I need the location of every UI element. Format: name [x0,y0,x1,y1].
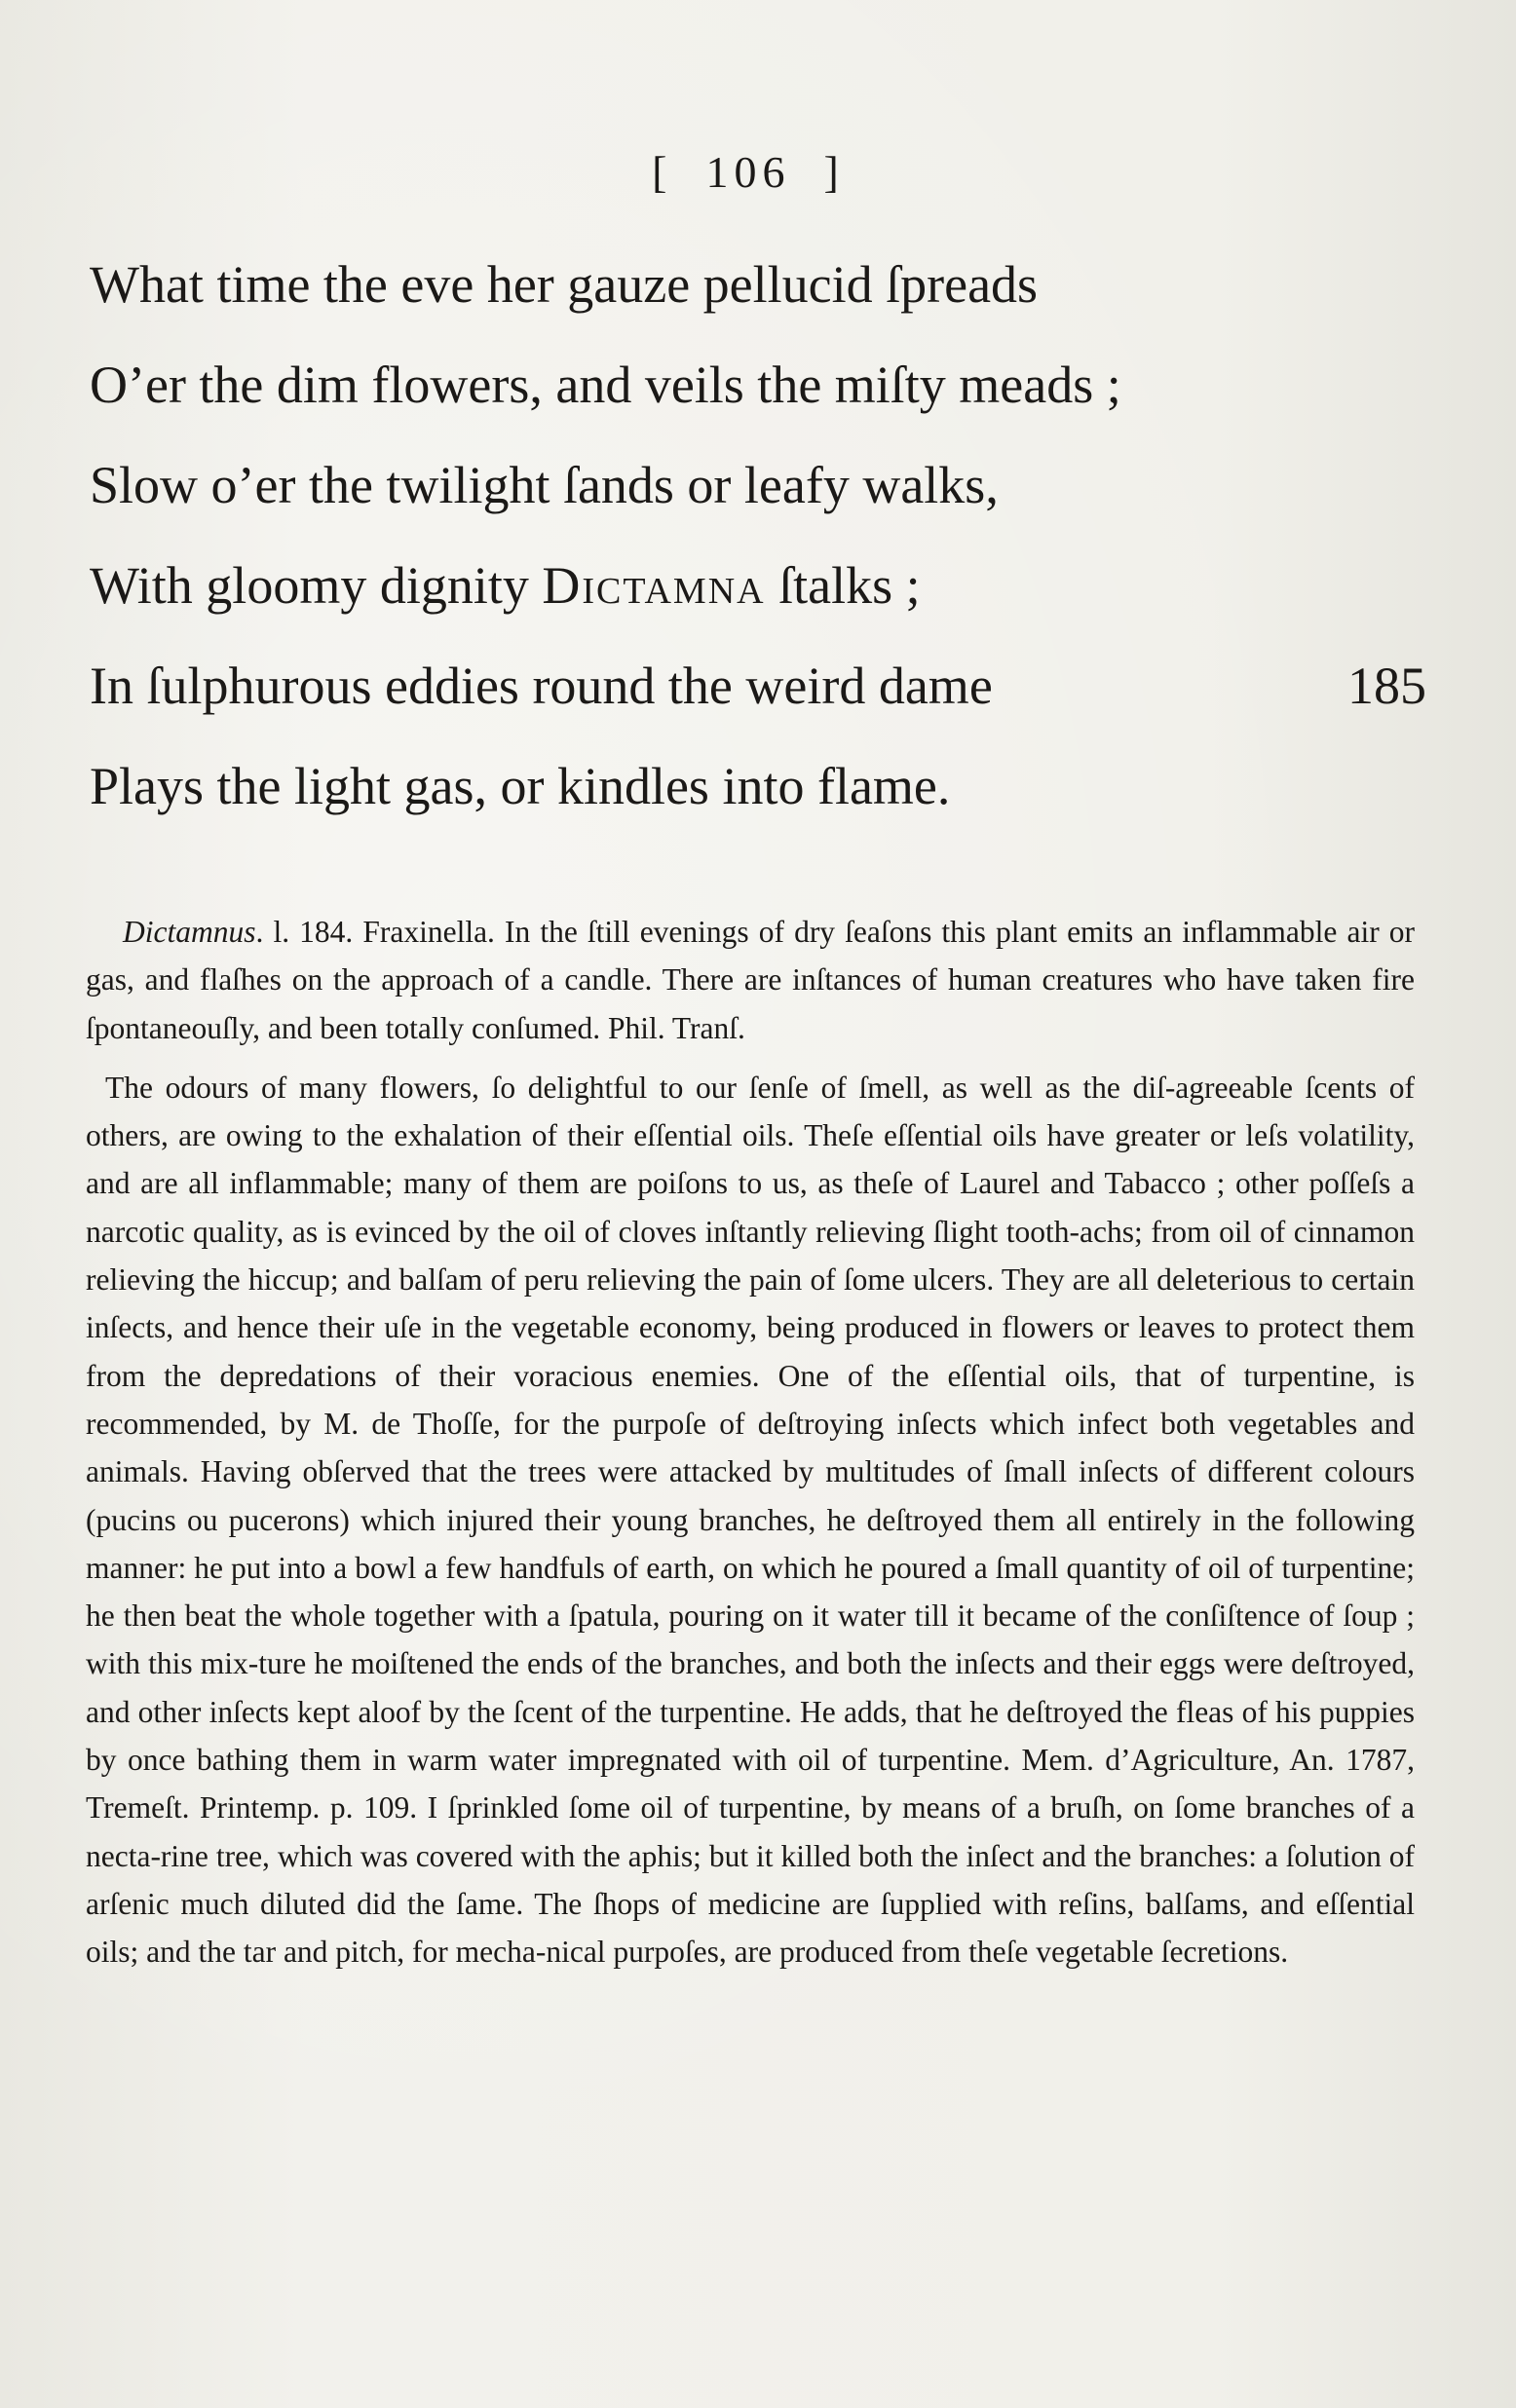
footnote-body: . l. 184. Fraxinella. In the ſtill evenings of dry ſeaſons this plant emits an inflammable air or gas, and flaſhes on the approach of a candle. There are inſtances of human creatures who have taken fire ſpontaneouſly, and been totally conſumed. Phil. Tranſ. [86,915,1415,1045]
footnotes [86,908,1415,1976]
verse-line [90,245,1426,346]
verse-line-number: 185 [1347,657,1426,715]
verse-line-text: O’er the dim flowers, and veils the miſty meads ; [90,356,1121,414]
footnote-essential-oils: The odours of many flowers, ſo delightful to our ſenſe of ſmell, as well as the diſ-agreeable ſcents of others, are owing to the exhalation of their eſſential oils. Theſe eſſential oils have greater or leſs volatility, and are all inflammable; many of them are poiſons to us, as theſe of Laurel and Tabacco ; other poſſeſs a narcotic quality, as is evinced by the oil of cloves inſtantly relieving ſlight tooth-achs; from oil of cinnamon relieving the hiccup; and balſam of peru relieving the pain of ſome ulcers. They are all deleterious to certain inſects, and hence their uſe in the vegetable economy, being produced in flowers or leaves to protect them from the depredations of their voracious enemies. One of the eſſential oils, that of turpentine, is recommended, by M. de Thoſſe, for the purpoſe of deſtroying inſects which infect both vegetables and animals. Having obſerved that the trees were attacked by multitudes of ſmall inſects of different colours (pucins ou pucerons) which injured their young branches, he deſtroyed them all entirely in the following manner: he put into a bowl a few handfuls of earth, on which he poured a ſmall quantity of oil of turpentine; he then beat the whole together with a ſpatula, pouring on it water till it became of the conſiſtence of ſoup ; with this mix-ture he moiſtened the ends of the branches, and both the inſects and their eggs were deſtroyed, and other inſects kept aloof by the ſcent of the turpentine. He adds, that he deſtroyed the fleas of his puppies by once bathing them in warm water impregnated with oil of turpentine. Mem. d’Agriculture, An. 1787, Tremeſt. Printemp. p. 109. I ſprinkled ſome oil of turpentine, by means of a bruſh, on ſome branches of a necta-rine tree, which was covered with the aphis; but it killed both the inſect and the branches: a ſolution of arſenic much diluted did the ſame. The ſhops of medicine are ſupplied with reſins, balſams, and eſſential oils; and the tar and pitch, for mecha-nical purpoſes, are produced from theſe vegetable ſecretions. [86,1070,1415,1970]
verse-line [90,647,1426,747]
page-number-bracket-close: ] [823,147,845,197]
verse-line [90,446,1426,546]
verse-line-text: With gloomy dignity [90,556,543,615]
page-number [0,146,1506,198]
footnote-taxon: Dictamnus [123,915,256,949]
page-number-value: 106 [705,147,791,197]
verse-smallcaps-name: Dictamna [542,556,766,615]
verse-line-text: Slow o’er the twilight ſands or leafy walks, [90,456,999,514]
verse-line [90,546,1426,647]
page-number-bracket-open: [ [652,147,673,197]
verse-block [90,245,1426,847]
verse-line [90,747,1426,847]
verse-line-text: Plays the light gas, or kindles into flame. [90,757,951,815]
verse-line-text: What time the eve her gauze pellucid ſpreads [90,255,1039,314]
footnote-dictamnus [86,908,1415,1052]
verse-line-text: In ſulphurous eddies round the weird dame [90,657,993,715]
verse-line [90,346,1426,446]
verse-line-text: ſtalks ; [765,556,921,615]
